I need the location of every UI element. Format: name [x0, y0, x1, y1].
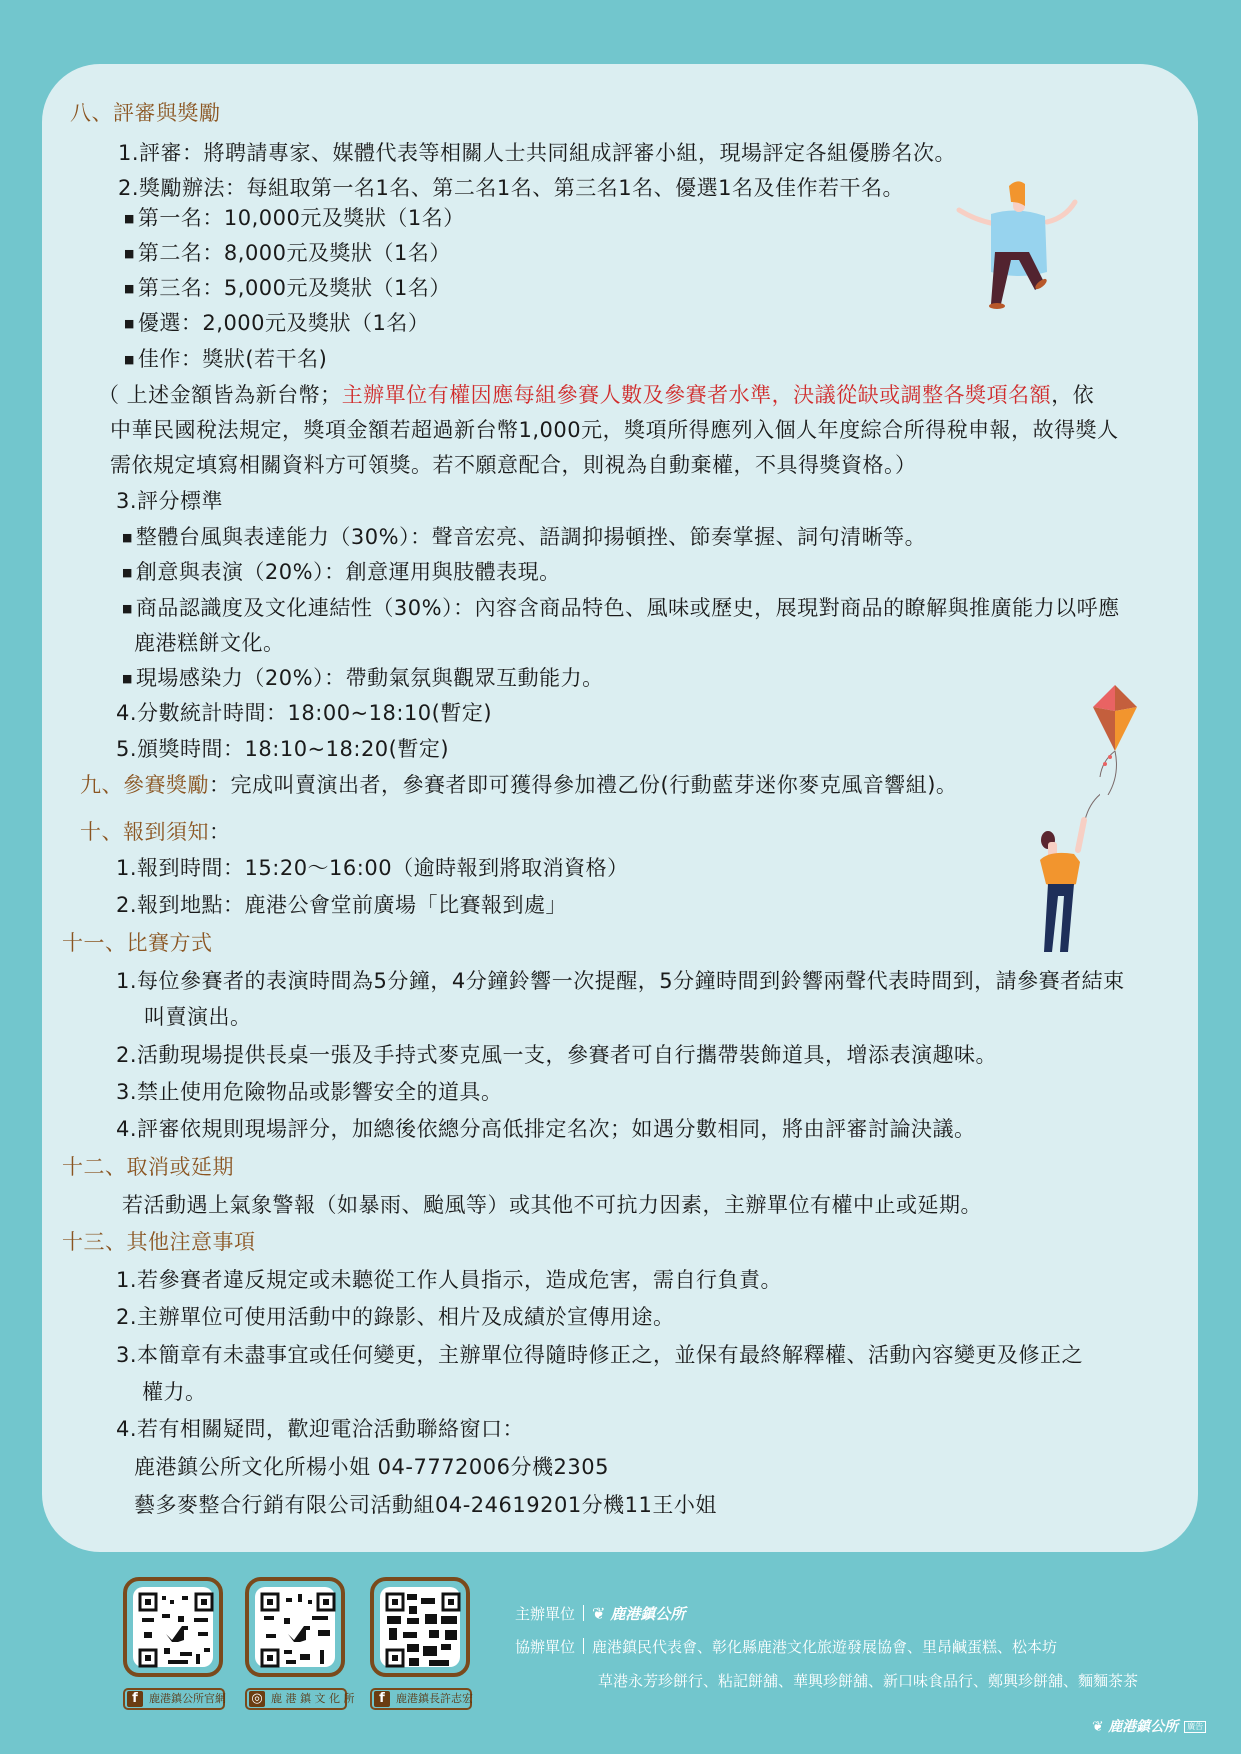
section-11-heading: 十一、比賽方式 [62, 931, 213, 955]
qr-pattern-icon [138, 1592, 214, 1668]
bottom-logo-text: 鹿港鎮公所 [1108, 1719, 1179, 1735]
contact-agency: 藝多麥整合行銷有限公司活動組04-24619201分機11王小姐 [134, 1493, 717, 1517]
prize-third: ■ 第三名：5,000元及獎狀（1名） [124, 273, 451, 304]
prize-note-suffix: ，依 [1051, 383, 1095, 407]
competition-rule-1: 1.每位參賽者的表演時間為5分鐘，4分鐘鈴響一次提醒，5分鐘時間到鈴響兩聲代表時間到，請參賽者結束 [116, 969, 1125, 993]
qr-label-text: 鹿 港 鎮 文 化 所 [271, 1692, 355, 1705]
co-organizer-row [515, 1636, 1057, 1658]
checkin-time: 1.報到時間：15:20～16:00（逾時報到將取消資格） [116, 856, 629, 880]
notice-1: 1.若參賽者違反規定或未聽從工作人員指示，造成危害，需自行負責。 [116, 1268, 783, 1292]
section-10-colon: ： [209, 820, 231, 844]
qr-code-image [380, 1587, 460, 1667]
award-ceremony-time: 5.頒獎時間：18:10~18:20(暫定) [116, 737, 450, 761]
score-tally-time: 4.分數統計時間：18:00~18:10(暫定) [116, 701, 493, 725]
criterion-product-knowledge: ■ 商品認識度及文化連結性（30%）：內容含商品特色、風味或歷史，展現對商品的瞭解與推廣能力以呼應 [122, 593, 1120, 624]
prize-note-line1 [98, 380, 1094, 410]
prize-note-emphasis: 主辦單位有權因應每組參賽人數及參賽者水準，決議從缺或調整各獎項名額 [341, 383, 1052, 407]
qr-code-instagram-culture[interactable] [245, 1577, 345, 1677]
section-12-heading: 十二、取消或延期 [62, 1155, 234, 1179]
contact-town-office: 鹿港鎮公所文化所楊小姐 04-7772006分機2305 [134, 1455, 609, 1479]
kite-illustration [1090, 685, 1140, 795]
qr-label-culture[interactable] [245, 1688, 355, 1710]
section-9-line [80, 770, 957, 800]
notice-2: 2.主辦單位可使用活動中的錄影、相片及成績於宣傳用途。 [116, 1305, 675, 1329]
prize-note-line2: 中華民國稅法規定，獎項金額若超過新台幣1,000元，獎項所得應列入個人年度綜合所得稅申報，故得獎人 [110, 418, 1119, 442]
criterion-product-knowledge-cont: 鹿港糕餅文化。 [134, 631, 285, 655]
organizer-row [515, 1603, 685, 1625]
organizer-logo-text: 鹿港鎮公所 [610, 1605, 686, 1623]
prize-honorable: ■ 佳作：獎狀(若干名) [124, 344, 327, 375]
qr-code-image [133, 1587, 213, 1667]
section-13-heading: 十三、其他注意事項 [62, 1230, 256, 1254]
facebook-icon: f [127, 1691, 143, 1707]
competition-rule-4: 4.評審依規則現場評分，加總後依總分高低排定名次；如遇分數相同，將由評審討論決議。 [116, 1117, 976, 1141]
town-office-logo-icon: ❦ [592, 1604, 606, 1623]
co-organizer-line1: 鹿港鎮民代表會、彰化縣鹿港文化旅遊發展協會、里昂鹹蛋糕、松本坊 [592, 1638, 1058, 1656]
criterion-creativity: ■ 創意與表演（20%）：創意運用與肢體表現。 [122, 557, 561, 588]
criterion-audience: ■ 現場感染力（20%）：帶動氣氛與觀眾互動能力。 [122, 663, 604, 694]
notice-3: 3.本簡章有未盡事宜或任何變更，主辦單位得隨時修正之，並保有最終解釋權、活動內容變更及修正之 [116, 1343, 1084, 1367]
town-office-logo-icon: ❦ [1092, 1719, 1104, 1735]
notice-3-cont: 權力。 [142, 1380, 207, 1404]
award-method-item: 2.獎勵辦法：每組取第一名1名、第二名1名、第三名1名、優選1名及佳作若干名。 [118, 176, 904, 200]
section-8-heading: 八、評審與獎勵 [70, 101, 221, 125]
qr-label-text: 鹿港鎮公所官網 [149, 1692, 226, 1705]
notice-4: 4.若有相關疑問，歡迎電洽活動聯絡窗口： [116, 1417, 525, 1441]
divider [583, 1638, 584, 1654]
cancellation-text: 若活動遇上氣象警報（如暴雨、颱風等）或其他不可抗力因素，主辦單位有權中止或延期。 [122, 1193, 982, 1217]
criterion-presentation: ■ 整體台風與表達能力（30%）：聲音宏亮、語調抑揚頓挫、節奏掌握、詞句清晰等。 [122, 522, 926, 553]
qr-code-facebook-mayor[interactable] [370, 1577, 470, 1677]
divider [583, 1605, 584, 1621]
dancing-man-illustration [955, 180, 1085, 320]
competition-rule-2: 2.活動現場提供長桌一張及手持式麥克風一支，參賽者可自行攜帶裝飾道具，增添表演趣味。 [116, 1043, 998, 1067]
qr-code-facebook-town-office[interactable] [123, 1577, 223, 1677]
prize-note-line3: 需依規定填寫相關資料方可領獎。若不願意配合，則視為自動棄權，不具得獎資格。） [110, 453, 917, 477]
co-organizer-line2: 草港永芳珍餅行、粘記餅舖、華興珍餅舖、新口味食品行、鄭興珍餅舖、麵麵茶茶 [598, 1672, 1139, 1690]
section-10-line [80, 817, 231, 847]
instagram-icon: ◎ [249, 1691, 265, 1707]
facebook-icon: f [374, 1691, 390, 1707]
co-organizer-label: 協辦單位 [515, 1638, 576, 1656]
qr-pattern-icon [385, 1592, 461, 1668]
competition-rule-3: 3.禁止使用危險物品或影響安全的道具。 [116, 1080, 503, 1104]
prize-note-prefix: （ 上述金額皆為新台幣； [98, 383, 342, 407]
qr-label-mayor[interactable] [370, 1688, 472, 1710]
ad-badge: 廣告 [1184, 1721, 1206, 1733]
qr-pattern-icon [260, 1592, 336, 1668]
prize-first: ■ 第一名：10,000元及獎狀（1名） [124, 203, 465, 234]
checkin-location: 2.報到地點：鹿港公會堂前廣場「比賽報到處」 [116, 893, 568, 917]
prize-second: ■ 第二名：8,000元及獎狀（1名） [124, 238, 451, 269]
competition-rule-1-cont: 叫賣演出。 [144, 1005, 252, 1029]
judging-item: 1.評審：將聘請專家、媒體代表等相關人士共同組成評審小組，現場評定各組優勝名次。 [118, 141, 957, 165]
qr-label-text: 鹿港鎮長許志宏 [396, 1692, 473, 1705]
qr-label-town-office[interactable] [123, 1688, 225, 1710]
qr-code-image [255, 1587, 335, 1667]
scoring-criteria-title: 3.評分標準 [116, 489, 224, 513]
bottom-logo [1092, 1716, 1206, 1738]
section-10-heading: 十、報到須知 [80, 820, 209, 844]
kite-flyer-illustration [1030, 780, 1100, 960]
section-9-heading: 九、參賽獎勵 [80, 773, 209, 797]
organizer-label: 主辦單位 [515, 1605, 576, 1623]
section-9-text: ：完成叫賣演出者，參賽者即可獲得參加禮乙份(行動藍芽迷你麥克風音響組)。 [209, 773, 958, 797]
prize-merit: ■ 優選：2,000元及獎狀（1名） [124, 308, 429, 339]
